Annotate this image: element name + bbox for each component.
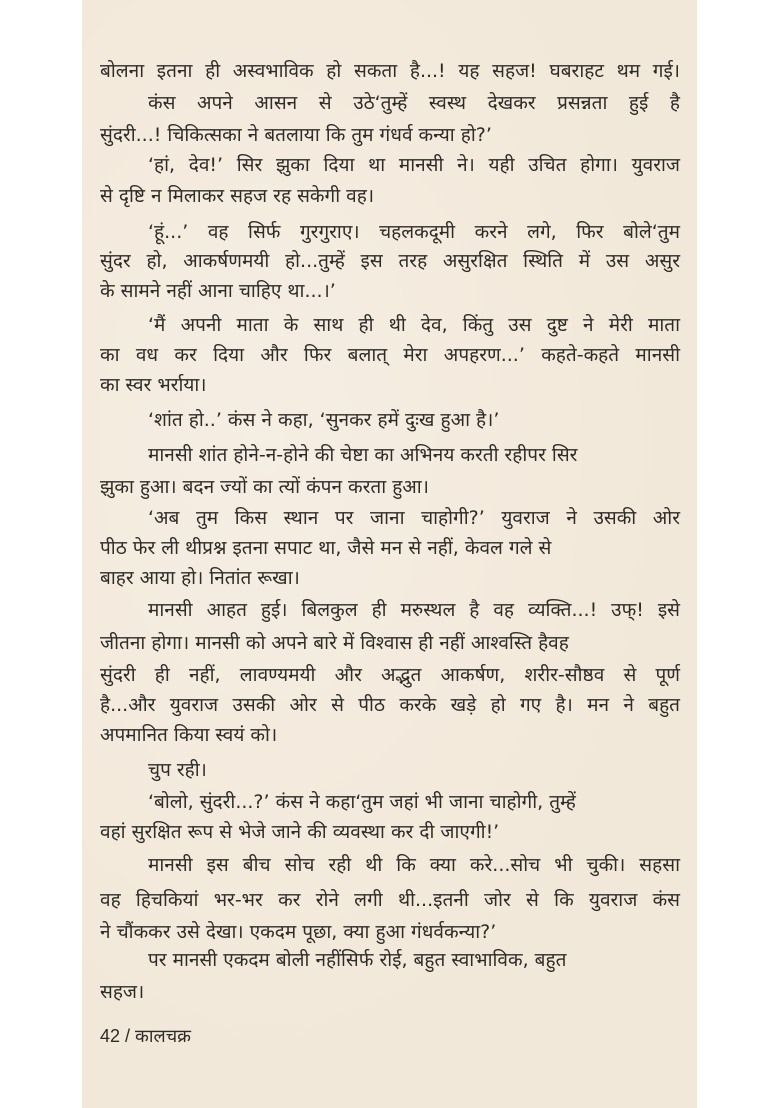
text-line: है...और युवराज उसकी ओर से पीठ करके खड़े हो गए है। मन ने बहुत <box>100 694 680 716</box>
text-line: वह हिचकियां भर-भर कर रोने लगी थी...इतनी जोर से कि युवराज कंस <box>100 889 680 911</box>
text-line: मानसी शांत होने-न-होने की चेष्टा का अभिनय करती रहीपर सिर <box>148 444 578 466</box>
text-line: मानसी आहत हुई। बिलकुल ही मरुस्थल है वह व्यक्ति...! उफ्! इसे <box>148 599 680 621</box>
text-line: ‘मैं अपनी माता के साथ ही थी देव, किंतु उस दुष्ट ने मेरी माता <box>148 314 680 336</box>
text-line: पीठ फेर ली थीप्रश्न इतना सपाट था, जैसे मन से नहीं, केवल गले से <box>100 537 552 559</box>
text-line: ने चौंककर उसे देखा। एकदम पूछा, क्या हुआ गंधर्वकन्या?’ <box>100 921 497 943</box>
text-line: से दृष्टि न मिलाकर सहज रह सकेगी वह। <box>100 185 375 207</box>
text-line: का वध कर दिया और फिर बलात् मेरा अपहरण...’ कहते-कहते मानसी <box>100 344 680 366</box>
text-line: ‘शांत हो..’ कंस ने कहा, ‘सुनकर हमें दुःख हुआ है।’ <box>148 409 500 431</box>
text-line: कंस अपने आसन से उठे‘तुम्हें स्वस्थ देखकर प्रसन्नता हुई है <box>148 92 680 114</box>
text-line: वहां सुरक्षित रूप से भेजे जाने की व्यवस्था कर दी जाएगी!’ <box>100 821 500 843</box>
text-line: का स्वर भर्राया। <box>100 374 207 396</box>
text-line: चुप रही। <box>148 759 207 781</box>
text-line: ‘बोलो, सुंदरी...?’ कंस ने कहा‘तुम जहां भी जाना चाहोगी, तुम्हें <box>148 791 576 813</box>
text-line: सहज। <box>100 981 145 1003</box>
text-line: पर मानसी एकदम बोली नहींसिर्फ रोई, बहुत स्वाभाविक, बहुत <box>148 949 567 971</box>
text-line: ‘हां, देव!’ सिर झुका दिया था मानसी ने। यही उचित होगा। युवराज <box>148 154 680 176</box>
text-line: झुका हुआ। बदन ज्यों का त्यों कंपन करता हुआ। <box>100 476 429 498</box>
text-line: जीतना होगा। मानसी को अपने बारे में विश्वास ही नहीं आश्वस्ति हैवह <box>100 632 569 654</box>
text-line: सुंदरी ही नहीं, लावण्यमयी और अद्भुत आकर्षण, शरीर-सौष्ठव से पूर्ण <box>100 664 680 686</box>
page-footer: 42 / कालचक्र <box>100 1026 191 1046</box>
text-line: के सामने नहीं आना चाहिए था...।’ <box>100 280 336 302</box>
text-line: ‘हूं...’ वह सिर्फ गुरगुराए। चहलकदूमी करने लगे, फिर बोले‘तुम <box>148 221 680 243</box>
text-line: अपमानित किया स्वयं को। <box>100 724 278 746</box>
text-line: बाहर आया हो। नितांत रूखा। <box>100 567 300 589</box>
text-line: सुंदरी...! चिकित्सका ने बतलाया कि तुम गंधर्व कन्या हो?’ <box>100 124 492 146</box>
text-line: बोलना इतना ही अस्वभाविक हो सकता है...! यह सहज! घबराहट थम गई। <box>100 60 680 82</box>
text-line: सुंदर हो, आकर्षणमयी हो...तुम्हें इस तरह असुरक्षित स्थिति में उस असुर <box>100 250 680 272</box>
text-line: मानसी इस बीच सोच रही थी कि क्या करे...सोच भी चुकी। सहसा <box>148 854 680 876</box>
text-line: ‘अब तुम किस स्थान पर जाना चाहोगी?’ युवराज ने उसकी ओर <box>148 507 680 529</box>
